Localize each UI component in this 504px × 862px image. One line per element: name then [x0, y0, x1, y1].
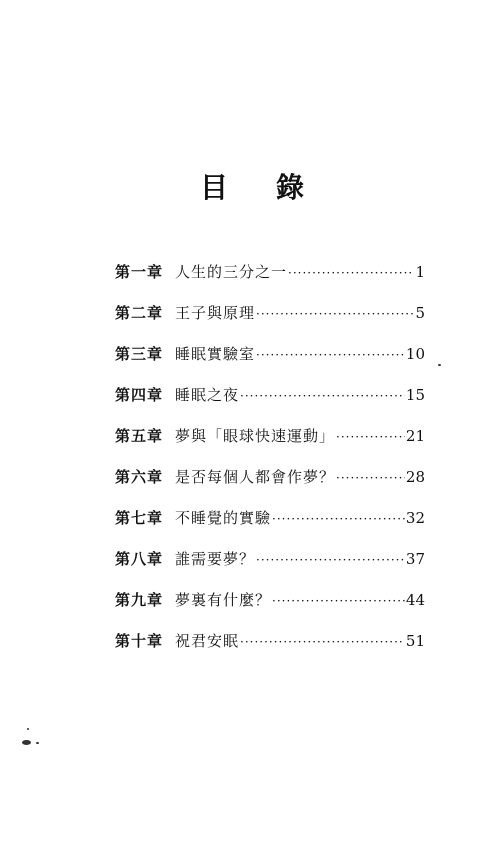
toc-entry-7[interactable] — [115, 506, 425, 547]
page-number: 5 — [415, 304, 425, 322]
toc-entry-2[interactable] — [115, 301, 425, 342]
dot-leader — [336, 425, 405, 449]
toc-entry-4[interactable] — [115, 383, 425, 424]
dot-leader — [256, 343, 405, 367]
dot-leader — [240, 384, 405, 408]
title-char-2: 錄 — [276, 171, 305, 204]
dot-leader — [288, 261, 414, 285]
toc-entry-1[interactable] — [115, 260, 425, 301]
page-number: 44 — [405, 591, 425, 609]
dot-leader — [240, 630, 405, 654]
chapter-number: 第三章 — [115, 345, 164, 363]
page-number: 10 — [405, 345, 425, 363]
scan-speck — [27, 728, 29, 730]
chapter-number: 第二章 — [115, 304, 164, 322]
dot-leader — [272, 589, 405, 613]
toc-entry-3[interactable] — [115, 342, 425, 383]
page-number: 32 — [405, 509, 425, 527]
chapter-number: 第六章 — [115, 468, 164, 486]
chapter-title: 祝君安眠 — [175, 632, 240, 650]
chapter-number: 第一章 — [115, 263, 164, 281]
page-number: 28 — [405, 468, 425, 486]
dot-leader — [256, 302, 414, 326]
page-number: 1 — [415, 263, 425, 281]
toc-entry-9[interactable] — [115, 588, 425, 629]
chapter-title: 人生的三分之一 — [175, 263, 288, 281]
scan-speck — [22, 740, 31, 745]
page-number: 15 — [405, 386, 425, 404]
chapter-number: 第八章 — [115, 550, 164, 568]
toc-entry-10[interactable] — [115, 629, 425, 670]
page-number: 21 — [405, 427, 425, 445]
chapter-title: 不睡覺的實驗 — [175, 509, 272, 527]
table-of-contents — [115, 260, 425, 670]
dot-leader — [256, 548, 405, 572]
chapter-title: 誰需要夢？ — [175, 550, 256, 568]
toc-entry-5[interactable] — [115, 424, 425, 465]
chapter-title: 王子與原理 — [175, 304, 256, 322]
scan-speck — [36, 742, 39, 744]
chapter-number: 第五章 — [115, 427, 164, 445]
chapter-title: 是否每個人都會作夢？ — [175, 468, 336, 486]
chapter-title: 夢裏有什麼？ — [175, 591, 272, 609]
dot-leader — [336, 466, 405, 490]
dot-leader — [272, 507, 405, 531]
chapter-title: 睡眠實驗室 — [175, 345, 256, 363]
scan-speck — [438, 364, 441, 366]
chapter-number: 第九章 — [115, 591, 164, 609]
chapter-title: 夢與「眼球快速運動」 — [175, 427, 336, 445]
page-number: 51 — [405, 632, 425, 650]
title-char-1: 目 — [199, 171, 228, 204]
page-number: 37 — [405, 550, 425, 568]
page-title — [0, 170, 504, 206]
chapter-number: 第七章 — [115, 509, 164, 527]
chapter-title: 睡眠之夜 — [175, 386, 240, 404]
toc-entry-8[interactable] — [115, 547, 425, 588]
chapter-number: 第四章 — [115, 386, 164, 404]
toc-entry-6[interactable] — [115, 465, 425, 506]
chapter-number: 第十章 — [115, 632, 164, 650]
